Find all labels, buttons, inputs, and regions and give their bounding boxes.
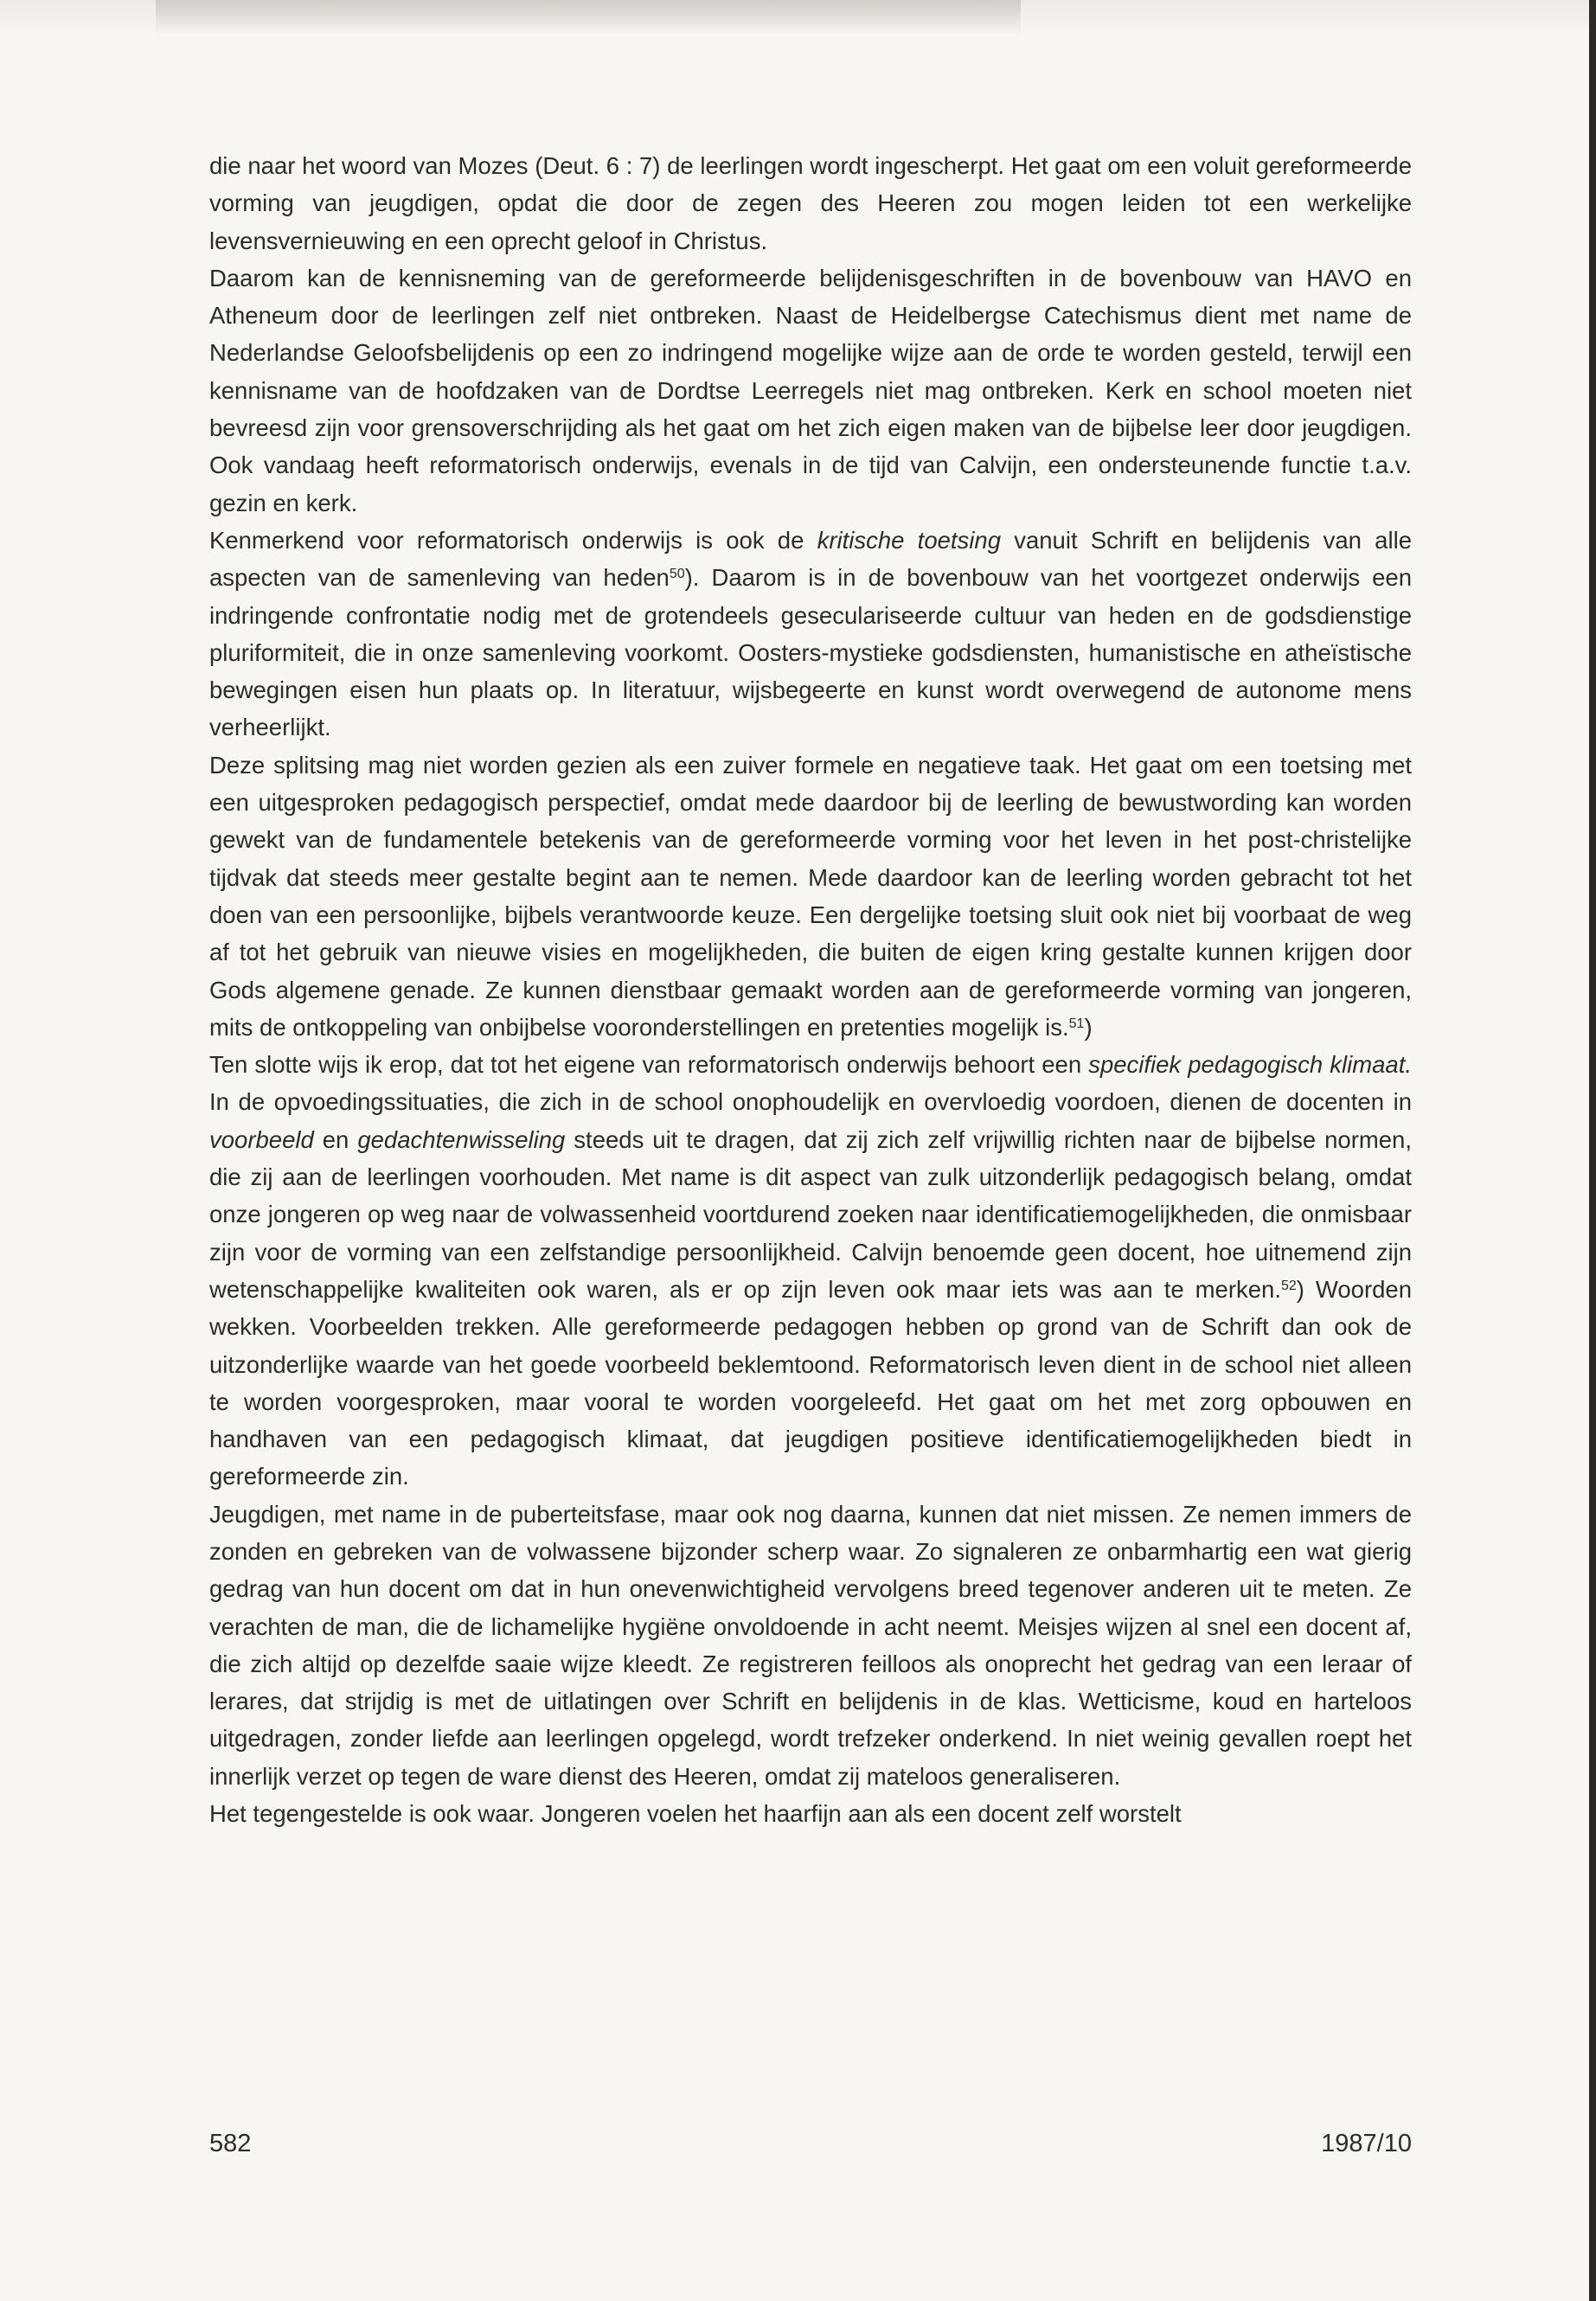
paragraph [209,1496,1412,1795]
text-run: Kenmerkend voor reformatorisch onderwijs is ook de [209,526,817,554]
scan-edge [1589,0,1596,2301]
paragraph [209,1795,1412,1832]
text-run: ). Daarom is in de bovenbouw van het voortgezet onderwijs een indringende confrontatie nodig met de grotendeels geseculariseerde cultuur van heden en de godsdienstige pluriformiteit, die in onze samenleving voorkomt. Oosters-mystieke godsdiensten, humanistische en atheïstische bewegingen eisen hun plaats op. In literatuur, wijsbegeerte en kunst wordt overwegend de autonome mens verheerlijkt. [209,564,1412,741]
text-run: die naar het woord van Mozes (Deut. 6 : 7) de leerlingen wordt ingescherpt. Het gaat om een voluit gereformeerde vorming van jeugdigen, opdat die door de zegen des Heeren zou mogen leiden tot een werkelijke levensvernieuwing en een oprecht geloof in Christus. [209,152,1412,254]
emphasis-text: voorbeeld [209,1125,314,1153]
paragraph [209,1046,1412,1496]
footnote-ref: 50 [669,567,685,582]
footnote-ref: 52 [1280,1278,1297,1293]
text-run: In de opvoedingssituaties, die zich in de school onophoudelijk en overvloedig voordoen, dienen de docenten in [209,1088,1412,1116]
text-run: Jeugdigen, met name in de puberteitsfase, maar ook nog daarna, kunnen dat niet missen. Ze nemen immers de zonden en gebreken van de volwassene bijzonder scherp waar. Zo signaleren ze onbarmhartig een wat gierig gedrag van hun docent om dat in hun onevenwichtigheid vervolgens breed tegenover anderen uit te meten. Ze verachten de man, die de lichamelijke hygiëne onvoldoende in acht neemt. Meisjes wijzen al snel een docent af, die zich altijd op dezelfde saaie wijze kleedt. Ze registreren feilloos als onoprecht het gedrag van een leraar of lerares, dat strijdig is met de uitlatingen over Schrift en belijdenis in de klas. Wetticisme, koud en harteloos uitgedragen, zonder liefde aan leerlingen opgelegd, wordt trefzeker onderkend. In niet weinig gevallen roept het innerlijk verzet op tegen de ware dienst des Heeren, omdat zij mateloos generaliseren. [209,1500,1412,1790]
emphasis-text: specifiek pedagogisch klimaat. [1088,1051,1412,1079]
paragraph [209,147,1412,260]
text-run: vanuit Schrift en belijdenis van alle aspecten van de samenleving van heden [209,526,1412,592]
page-number: 582 [209,2130,252,2157]
paragraph [209,522,1412,747]
footnote-ref: 51 [1068,1016,1085,1031]
scan-shadow [156,0,1021,35]
paragraph [209,747,1412,1046]
emphasis-text: kritische toetsing [817,526,1001,554]
text-run: en [313,1125,358,1153]
text-run: steeds uit te dragen, dat zij zich zelf vrijwillig richten naar de bijbelse normen, die zij aan de leerlingen voorhouden. Met name is dit aspect van zulk uitzonderlijk pedagogisch belang, omdat onze jongeren op weg naar de volwassenheid voortdurend zoeken naar identificatiemogelijkheden, die onmisbaar zijn voor de vorming van een zelfstandige persoonlijkheid. Calvijn benoemde geen docent, hoe uitnemend zijn wetenschappelijke kwaliteiten ook waren, als er op zijn leven ook maar iets was aan te merken. [209,1125,1412,1303]
text-run: Deze splitsing mag niet worden gezien als een zuiver formele en negatieve taak. Het gaat om een toetsing met een uitgesproken pedagogisch perspectief, omdat mede daardoor bij de leerling de bewustwording kan worden gewekt van de fundamentele betekenis van de gereformeerde vorming voor het leven in het post-christelijke tijdvak dat steeds meer gestalte begint aan te nemen. Mede daardoor kan de leerling worden gebracht tot het doen van een persoonlijke, bijbels verantwoorde keuze. Een dergelijke toetsing sluit ook niet bij voorbaat de weg af tot het gebruik van nieuwe visies en mogelijkheden, die buiten de eigen kring gestalte kunnen krijgen door Gods algemene genade. Ze kunnen dienstbaar gemaakt worden aan de gereformeerde vorming van jongeren, mits de ontkoppeling van onbijbelse vooronderstellingen en pretenties mogelijk is. [209,751,1412,1041]
text-run: ) [1084,1013,1093,1041]
text-run: Daarom kan de kennisneming van de gereformeerde belijdenisgeschriften in de bovenbouw van HAVO en Atheneum door de leerlingen zelf niet ontbreken. Naast de Heidelbergse Catechismus dient met name de Nederlandse Geloofsbelijdenis op een zo indringend mogelijke wijze aan de orde te worden gesteld, terwijl een kennisname van de hoofdzaken van de Dordtse Leerregels niet mag ontbreken. Kerk en school moeten niet bevreesd zijn voor grensoverschrijding als het gaat om het zich eigen maken van de bijbelse leer door jeugdigen. Ook vandaag heeft reformatorisch onderwijs, evenals in de tijd van Calvijn, een ondersteunende functie t.a.v. gezin en kerk. [209,264,1412,516]
emphasis-text: gedachtenwisseling [357,1125,566,1153]
paragraph [209,260,1412,522]
text-run: Het tegengestelde is ook waar. Jongeren voelen het haarfijn aan als een docent zelf worstelt [209,1800,1182,1828]
text-run: ) Woorden wekken. Voorbeelden trekken. Alle gereformeerde pedagogen hebben op grond van de Schrift dan ook de uitzonderlijke waarde van het goede voorbeeld beklemtoond. Reformatorisch leven dient in de school niet alleen te worden voorgesproken, maar vooral te worden voorgeleefd. Het gaat om het met zorg opbouwen en handhaven van een pedagogisch klimaat, dat jeugdigen positieve identificatiemogelijkheden biedt in gereformeerde zin. [209,1275,1413,1490]
issue-label: 1987/10 [1321,2130,1412,2157]
page-footer [209,2130,1412,2164]
body-text [209,147,1412,1832]
text-run: Ten slotte wijs ik erop, dat tot het eigene van reformatorisch onderwijs behoort een [209,1051,1089,1079]
